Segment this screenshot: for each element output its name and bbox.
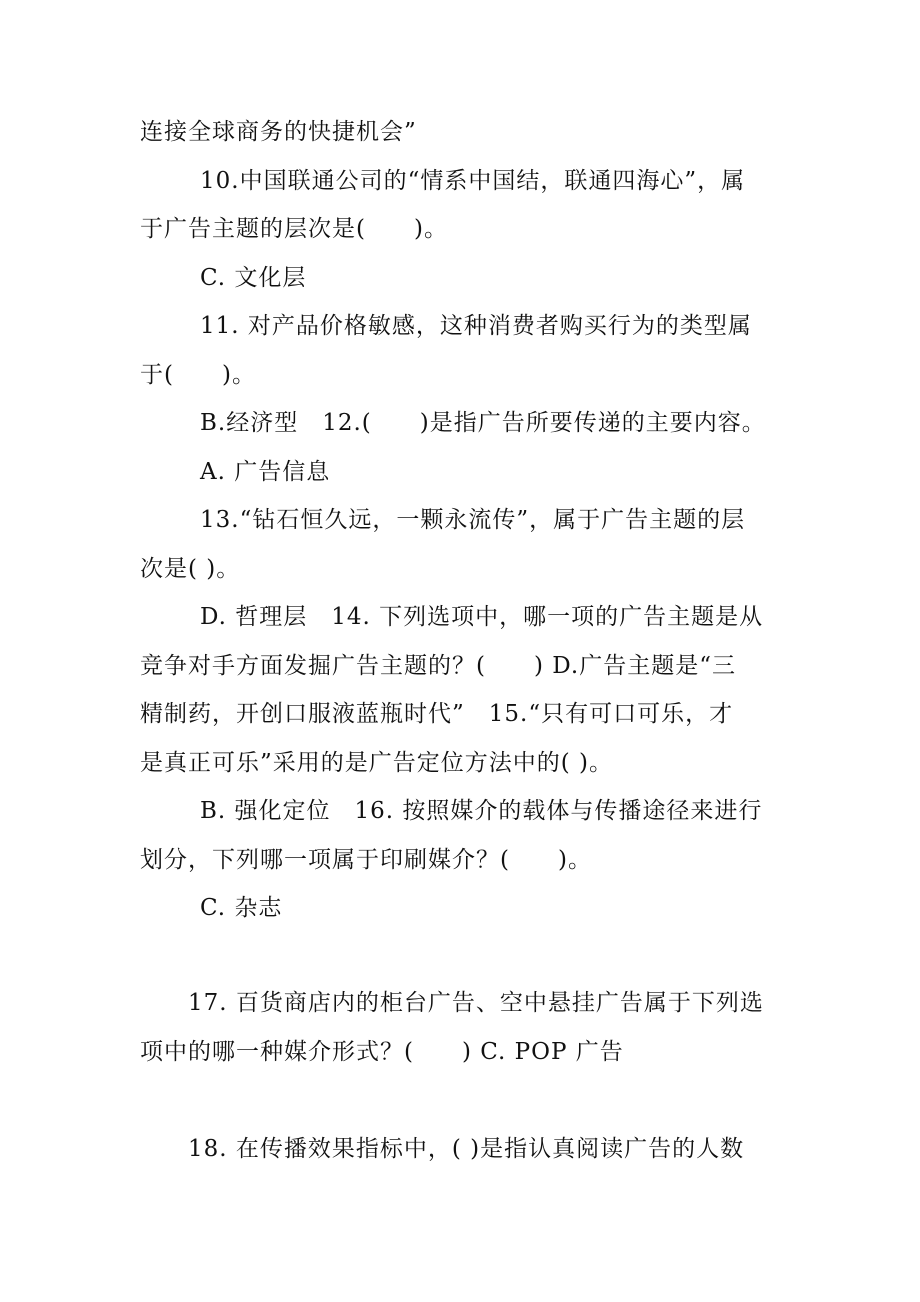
text-line-1: 连接全球商务的快捷机会” (140, 119, 417, 145)
question-10: 10.中国联通公司的“情系中国结，联通四海心”，属 (200, 168, 746, 194)
answer-10: C. 文化层 (200, 265, 307, 291)
question-13: 13.“钻石恒久远，一颗永流传”，属于广告主题的层 (200, 507, 746, 533)
text-line-14: 是真正可乐”采用的是广告定位方法中的( )。 (140, 750, 614, 776)
text-line-3: 于广告主题的层次是( )。 (140, 216, 448, 242)
answer-15-question-16: B. 强化定位 16. 按照媒介的载体与传播途径来进行 (200, 798, 763, 824)
text-line-10: 次是( )。 (140, 556, 241, 582)
answer-16: C. 杂志 (200, 895, 283, 921)
text-line-12: 竞争对手方面发掘广告主题的？( ) D.广告主题是“三 (140, 653, 736, 679)
text-line-13: 精制药，开创口服液蓝瓶时代” 15.“只有可口可乐，才 (140, 701, 734, 727)
question-17: 17. 百货商店内的柜台广告、空中悬挂广告属于下列选 (188, 990, 764, 1016)
answer-11-question-12: B.经济型 12.( )是指广告所要传递的主要内容。 (200, 410, 766, 436)
text-line-16: 划分，下列哪一项属于印刷媒介？( )。 (140, 847, 592, 873)
answer-13-question-14: D. 哲理层 14. 下列选项中，哪一项的广告主题是从 (200, 604, 764, 630)
question-18: 18. 在传播效果指标中，( )是指认真阅读广告的人数 (188, 1136, 745, 1162)
text-line-6: 于( )。 (140, 362, 256, 388)
text-line-19: 项中的哪一种媒介形式？( ) C. POP 广告 (140, 1039, 624, 1065)
question-11: 11. 对产品价格敏感，这种消费者购买行为的类型属 (200, 313, 752, 339)
answer-12: A. 广告信息 (200, 459, 331, 485)
